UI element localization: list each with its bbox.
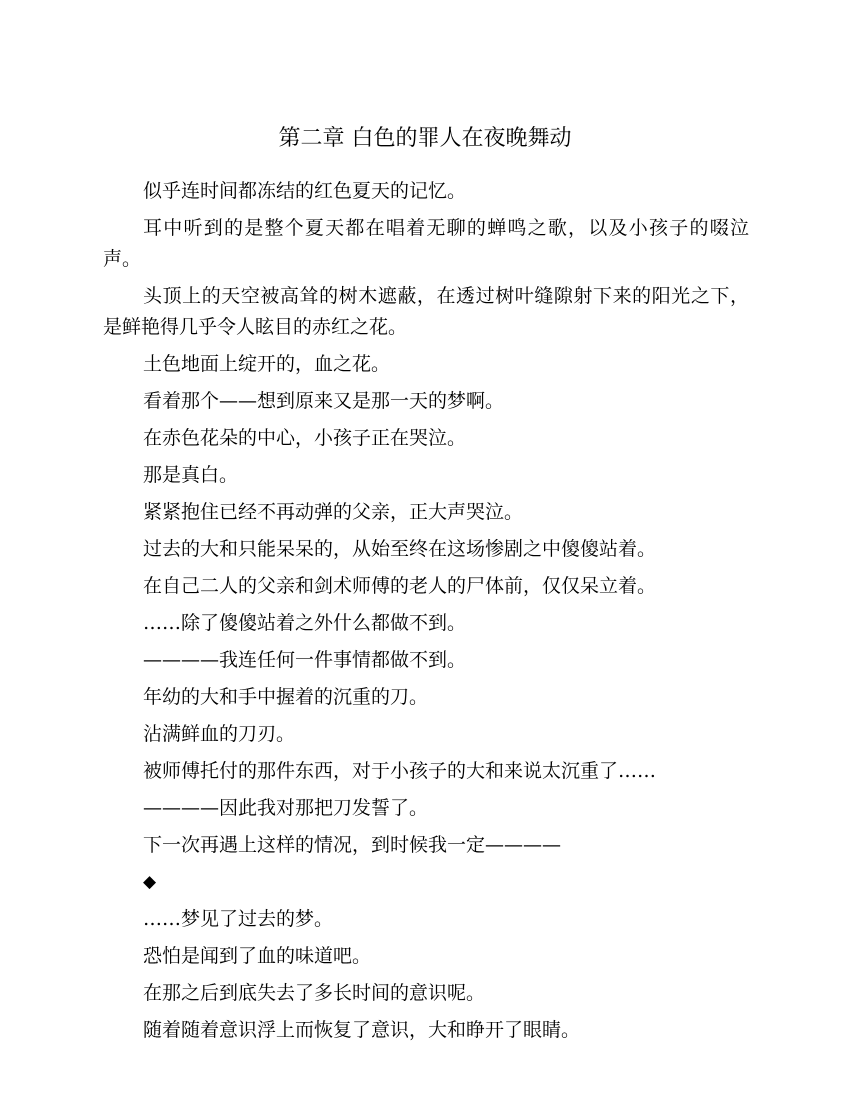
chapter-title: 第二章 白色的罪人在夜晚舞动 xyxy=(278,126,572,151)
paragraph: 头顶上的天空被高耸的树木遮蔽，在透过树叶缝隙射下来的阳光之下，是鲜艳得几乎令人眩目的赤红之花。 xyxy=(103,285,749,338)
body-text xyxy=(103,176,749,1052)
paragraph: 土色地面上绽开的，血之花。 xyxy=(143,353,391,375)
paragraph: 在自己二人的父亲和剑术师傅的老人的尸体前，仅仅呆立着。 xyxy=(143,575,657,597)
paragraph: ……梦见了过去的梦。 xyxy=(143,908,334,930)
paragraph: 沾满鲜血的刀刃。 xyxy=(143,723,296,745)
paragraph: ————我连任何一件事情都做不到。 xyxy=(143,649,467,671)
paragraph: 看着那个——想到原来又是那一天的梦啊。 xyxy=(143,390,505,412)
paragraph: 随着随着意识浮上而恢复了意识，大和睁开了眼睛。 xyxy=(143,1019,581,1041)
paragraph: 年幼的大和手中握着的沉重的刀。 xyxy=(143,686,429,708)
paragraph: ……除了傻傻站着之外什么都做不到。 xyxy=(143,612,467,634)
paragraph: 在赤色花朵的中心，小孩子正在哭泣。 xyxy=(143,427,467,449)
section-separator: ◆ xyxy=(143,872,157,892)
paragraph: 下一次再遇上这样的情况，到时候我一定———— xyxy=(143,834,562,856)
paragraph: 似乎连时间都冻结的红色夏天的记忆。 xyxy=(143,180,467,202)
paragraph: 过去的大和只能呆呆的，从始至终在这场惨剧之中傻傻站着。 xyxy=(143,538,657,560)
paragraph: ————因此我对那把刀发誓了。 xyxy=(143,797,429,819)
paragraph: 紧紧抱住已经不再动弹的父亲，正大声哭泣。 xyxy=(143,501,524,523)
paragraph: 耳中听到的是整个夏天都在唱着无聊的蝉鸣之歌，以及小孩子的啜泣声。 xyxy=(103,217,749,270)
paragraph: 那是真白。 xyxy=(143,464,239,486)
paragraph: 恐怕是闻到了血的味道吧。 xyxy=(143,945,372,967)
paragraph: 被师傅托付的那件东西，对于小孩子的大和来说太沉重了…… xyxy=(143,760,657,782)
paragraph: 在那之后到底失去了多长时间的意识呢。 xyxy=(143,982,486,1004)
